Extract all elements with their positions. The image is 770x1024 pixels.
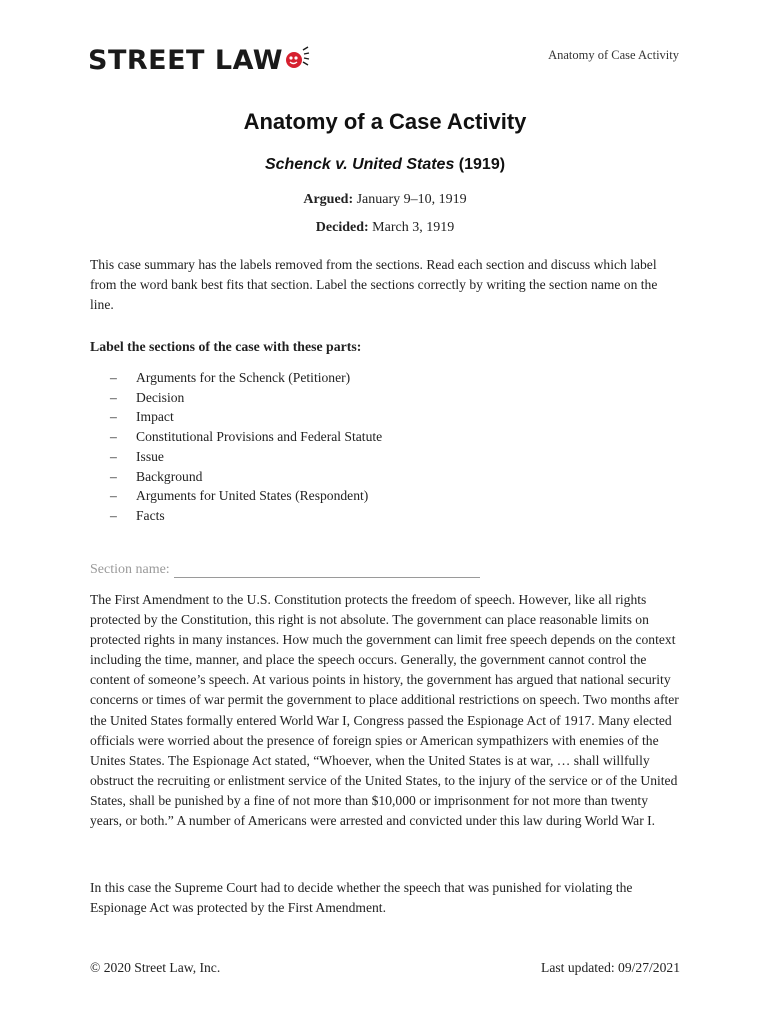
section-name-label: Section name: <box>90 562 170 577</box>
parts-list <box>110 368 382 526</box>
list-item <box>110 506 382 526</box>
intro-paragraph: This case summary has the labels removed from the sections. Read each section and discuss which label from the word bank best fits that section. Label the sections correctly by writing the section name on the line. <box>90 257 658 313</box>
list-item <box>110 447 382 467</box>
dash-bullet: – <box>110 488 117 504</box>
list-item-label: Arguments for United States (Respondent) <box>136 488 369 504</box>
list-item <box>110 467 382 487</box>
list-item-label: Impact <box>136 409 174 425</box>
list-item-label: Decision <box>136 389 185 405</box>
case-name: Schenck v. United States <box>264 156 455 173</box>
footer-copyright: © 2020 Street Law, Inc. <box>90 960 221 975</box>
footer-last-updated: Last updated: 09/27/2021 <box>541 960 680 975</box>
dash-bullet: – <box>110 370 117 385</box>
section-paragraph-1: The First Amendment to the U.S. Constitution protects the freedom of speech. However, like all rights protected by the Constitution, this right is not absolute. The government can place reasonable limits on protected rights in many instances. How much the government can limit free speech depends on the context including the time, manner, and place the speech occurs. Generally, the government cannot control the content of someone’s speech. At various points in history, the government has argued that national security concerns or times of war permit the government to place additional restrictions on speech. Two months after the United States formally entered World War I, Congress passed the Espionage Act of 1917. Many elected officials were worried about the presence of foreign spies or American sympathizers with enemies of the Unites States. The Espionage Act stated, “Whoever, when the United States is at war, … shall willfully obstruct the recruiting or enlistment service of the United States, to the injury of the service or of the United States, shall be punished by a fine of not more than $10,000 or imprisonment for not more than twenty years, or both.” A number of Americans were arrested and convicted under this law during World War I. <box>90 592 679 829</box>
section-paragraph-2: In this case the Supreme Court had to decide whether the speech that was punished for violating the Espionage Act was protected by the First Amendment. <box>90 880 633 916</box>
dash-bullet: – <box>110 468 117 484</box>
decided-label: Decided: <box>315 220 369 235</box>
list-item-label: Background <box>136 468 203 484</box>
argued-label: Argued: <box>303 192 354 207</box>
list-item-label: Issue <box>136 448 164 464</box>
section-name-blank[interactable] <box>174 563 480 578</box>
list-item-label: Constitutional Provisions and Federal Statute <box>136 429 383 445</box>
logo-text: STREET LAW <box>88 45 284 76</box>
list-item <box>110 368 382 388</box>
page-title: Anatomy of a Case Activity <box>243 109 527 134</box>
list-item-label: Facts <box>136 507 165 523</box>
list-item <box>110 407 382 427</box>
dash-bullet: – <box>110 507 117 523</box>
dash-bullet: – <box>110 409 117 425</box>
dash-bullet: – <box>110 448 117 464</box>
dash-bullet: – <box>110 389 117 405</box>
case-subtitle <box>0 156 770 174</box>
header-document-title: Anatomy of Case Activity <box>548 48 679 62</box>
parts-heading: Label the sections of the case with these parts: <box>90 339 362 354</box>
list-item <box>110 388 382 408</box>
list-item <box>110 486 382 506</box>
dash-bullet: – <box>110 429 117 445</box>
street-law-logo <box>88 42 311 74</box>
list-item-label: Arguments for the Schenck (Petitioner) <box>136 370 351 385</box>
case-year: (1919) <box>458 156 506 173</box>
street-law-mascot-icon <box>281 42 311 72</box>
decided-value: March 3, 1919 <box>372 220 455 235</box>
argued-line <box>0 192 770 208</box>
decided-line <box>0 220 770 236</box>
list-item <box>110 427 382 447</box>
argued-value: January 9–10, 1919 <box>356 192 467 207</box>
section-name-field <box>90 562 480 578</box>
